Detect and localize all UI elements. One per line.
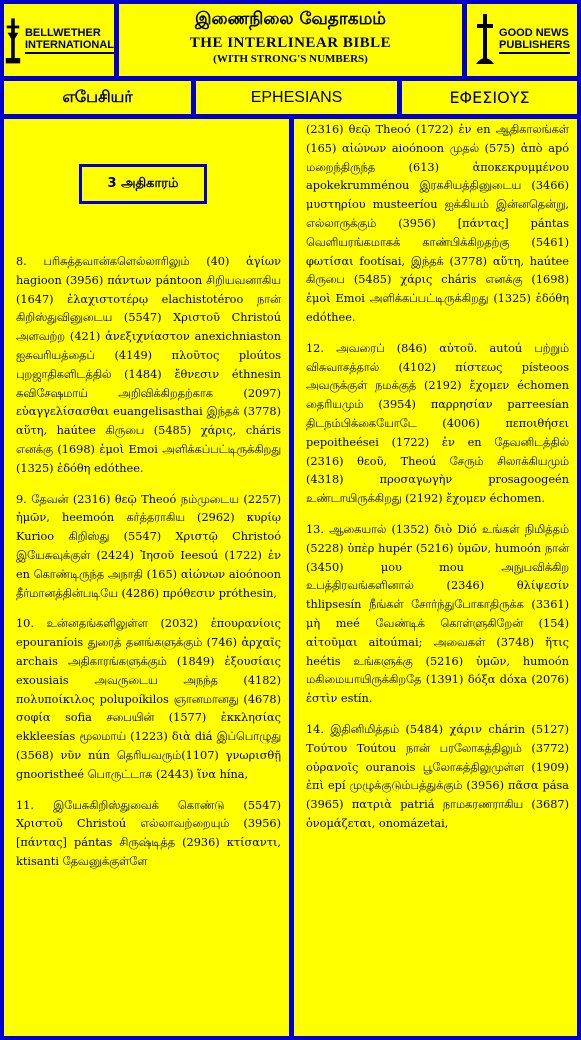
right-verses xyxy=(294,119,577,834)
verse-13: 13. ஆகையால் (1352) διὸ Dió உங்கள் நிமித்தம் (5228) ὑπὲρ hupér (5216) ὑμῶν, humoón நான் (3450) μου mou அநுபவிக்கிற உபத்திரவங்களினால் (2346) θλίψεσίν thlipsesín நீங்கள் சோர்ந்துபோகாதிருக்க (3361) μὴ meé வேண்டிக் கொள்ளுகிறேன் (154) αἰτοῦμαι aitoúmai; அவைகள் (3748) ἥτις heétis உங்களுக்கு (5216) ὑμῶν, humoón மகிமையாயிருக்கிறதே (1391) δόξα dóxa (2076) ἐστὶν estín. xyxy=(306,522,569,706)
cross-icon xyxy=(474,12,496,68)
title-english: THE INTERLINEAR BIBLE xyxy=(189,35,392,51)
book-name-english: EPHESIANS xyxy=(196,81,397,114)
bellwether-icon xyxy=(4,12,22,68)
right-logo-text: GOOD NEWS PUBLISHERS xyxy=(499,27,570,54)
left-logo xyxy=(4,4,114,76)
book-name-greek: ΕΦΕΣΙΟΥΣ xyxy=(402,81,577,114)
verse-11-part: 11. இயேசுகிறிஸ்துவைக் கொண்டு (5547) Χριστοῦ Christoú எல்லாவற்றையும் (3956) [πάντας] pántas சிருஷ்டித்த (2936) κτίσαντι, ktisanti தேவனுக்குள்ளே xyxy=(16,798,281,868)
verse-10: 10. உன்னதங்களிலுள்ள (2032) ἐπουρανίοις epouraníois துரைத் தனங்களுக்கும் (746) ἀρχαῖς archais அதிகாரங்களுக்கும் (1849) ἐξουσίαις exousiais அவருடைய அநந்த (4182) πολυποίκιλος polupoíkilos ஞானமானது (4678) σοφία sofia சபையின் (1577) ἐκκλησίας ekkleesías மூலமாய் (1223) διὰ diá இப்பொழுது (3568) νῦν nún தெரியவரும்(1107) γνωρισθῇ gnooristheé பொருட்டாக (2443) ἵνα hína, xyxy=(16,617,281,781)
verse-14: 14. இதினிமித்தம் (5484) χάριν chárin (5127) Τούτου Toútou நான் பரலோகத்திலும் (3772) οὐρανοῖς ouranois பூலோகத்திலுமுள்ள (1909) ἐπὶ epí முழுக்குடும்பத்துக்கும் (3956) πᾶσα pása (3965) πατριὰ patriá நாமகரணராகிய (3687) ὀνομάζεται, onomázetai, xyxy=(306,722,569,830)
left-verses xyxy=(4,247,289,884)
verse-11-cont: (2316) θεῷ Theoó (1722) ἐν en ஆதிகாலங்கள் (165) αἰώνων aioónoon முதல் (575) ἀπὸ apó மறைந்திருந்த (613) ἀποκεκρυμμένου apokekrumménou இரகசியத்தினுடைய (3466) μυστηρίου musteeríou ஐக்கியம் இன்னதென்று, எல்லாருக்கும் (3956) [πάντας] pántas வெளியரங்கமாகக் காண்பிக்கிறதற்கு (5461) φωτίσαι footísai, இந்தக் (3778) αὕτη, haútee கிருபை (5485) χάρις cháris எனக்கு (1698) ἐμοὶ Emoi அளிக்கப்பட்டிருக்கிறது (1325) ἐδόθη edóthee. xyxy=(306,123,569,324)
title-subtitle: (WITH STRONG'S NUMBERS) xyxy=(213,53,368,65)
chapter-heading: 3 அதிகாரம் xyxy=(79,164,207,204)
header-title-panel xyxy=(119,4,462,76)
verse-8: 8. பரிசுத்தவான்களெல்லாரிலும் (40) ἁγίων hagioon (3956) πάντων pántoon சிறியவனாகிய (1647) ἐλαχιστοτέρῳ elachistotéroo நான் கிறிஸ்துவினுடைய (5547) Χριστοῦ Christoú அளவற்ற (421) ἀνεξιχνίαστον anexichniaston ஐசுவரியத்தைப் (4149) πλοῦτος ploútos புறஜாதிகளிடத்தில் (1484) ἔθνεσιν éthnesin சுவிசேஷமாய் அறிவிக்கிறதற்காக (2097) εὐαγγελίσασθαι euangelisasthai இந்தக் (3778) αὕτη, haútee கிருபை (5485) χάρις, cháris எனக்கு (1698) ἐμοὶ Emoi அளிக்கப்பட்டிருக்கிறது (1325) ἐδόθη edóthee. xyxy=(16,255,281,475)
verse-12: 12. அவரைப் (846) αὐτοῦ. autoú பற்றும் விசுவாசத்தால் (4102) πίστεως písteoos அவருக்குள் நமக்குத் (2192) ἔχομεν échomen தைரியமும் (3954) παρρησίαν parreesían திடநம்பிக்கையோடே (4006) πεποιθήσει pepoitheései (1722) ἐν en தேவனிடத்தில் (2316) θεοῦ, Theoú சேரும் சிலாக்கியமும் (4318) προσαγωγὴν prosagoogeén உண்டாயிருக்கிறது (2192) ἔχομεν échomen. xyxy=(306,341,569,506)
title-tamil: இணைநிலை வேதாகமம் xyxy=(195,9,386,29)
right-logo xyxy=(467,4,577,76)
left-logo-text: BELLWETHER INTERNATIONAL xyxy=(25,27,114,54)
right-column xyxy=(294,119,577,1036)
left-column xyxy=(4,119,289,1036)
verse-9: 9. தேவன் (2316) θεῷ Theoó நம்முடைய (2257) ἡμῶν, heemoón கர்த்தராகிய (2962) κυρίῳ Kurioo கிறிஸ்து (5547) Χριστῷ Christoó இயேசுவுக்குள் (2424) Ἰησοῦ Ieesoú (1722) ἐν en கொண்டிருந்த அநாதி (165) αἰώνων aioónoon தீர்மானத்தின்படியே (4286) πρόθεσιν próthesin, xyxy=(16,492,281,600)
book-name-tamil: எபேசியர் xyxy=(4,81,191,114)
